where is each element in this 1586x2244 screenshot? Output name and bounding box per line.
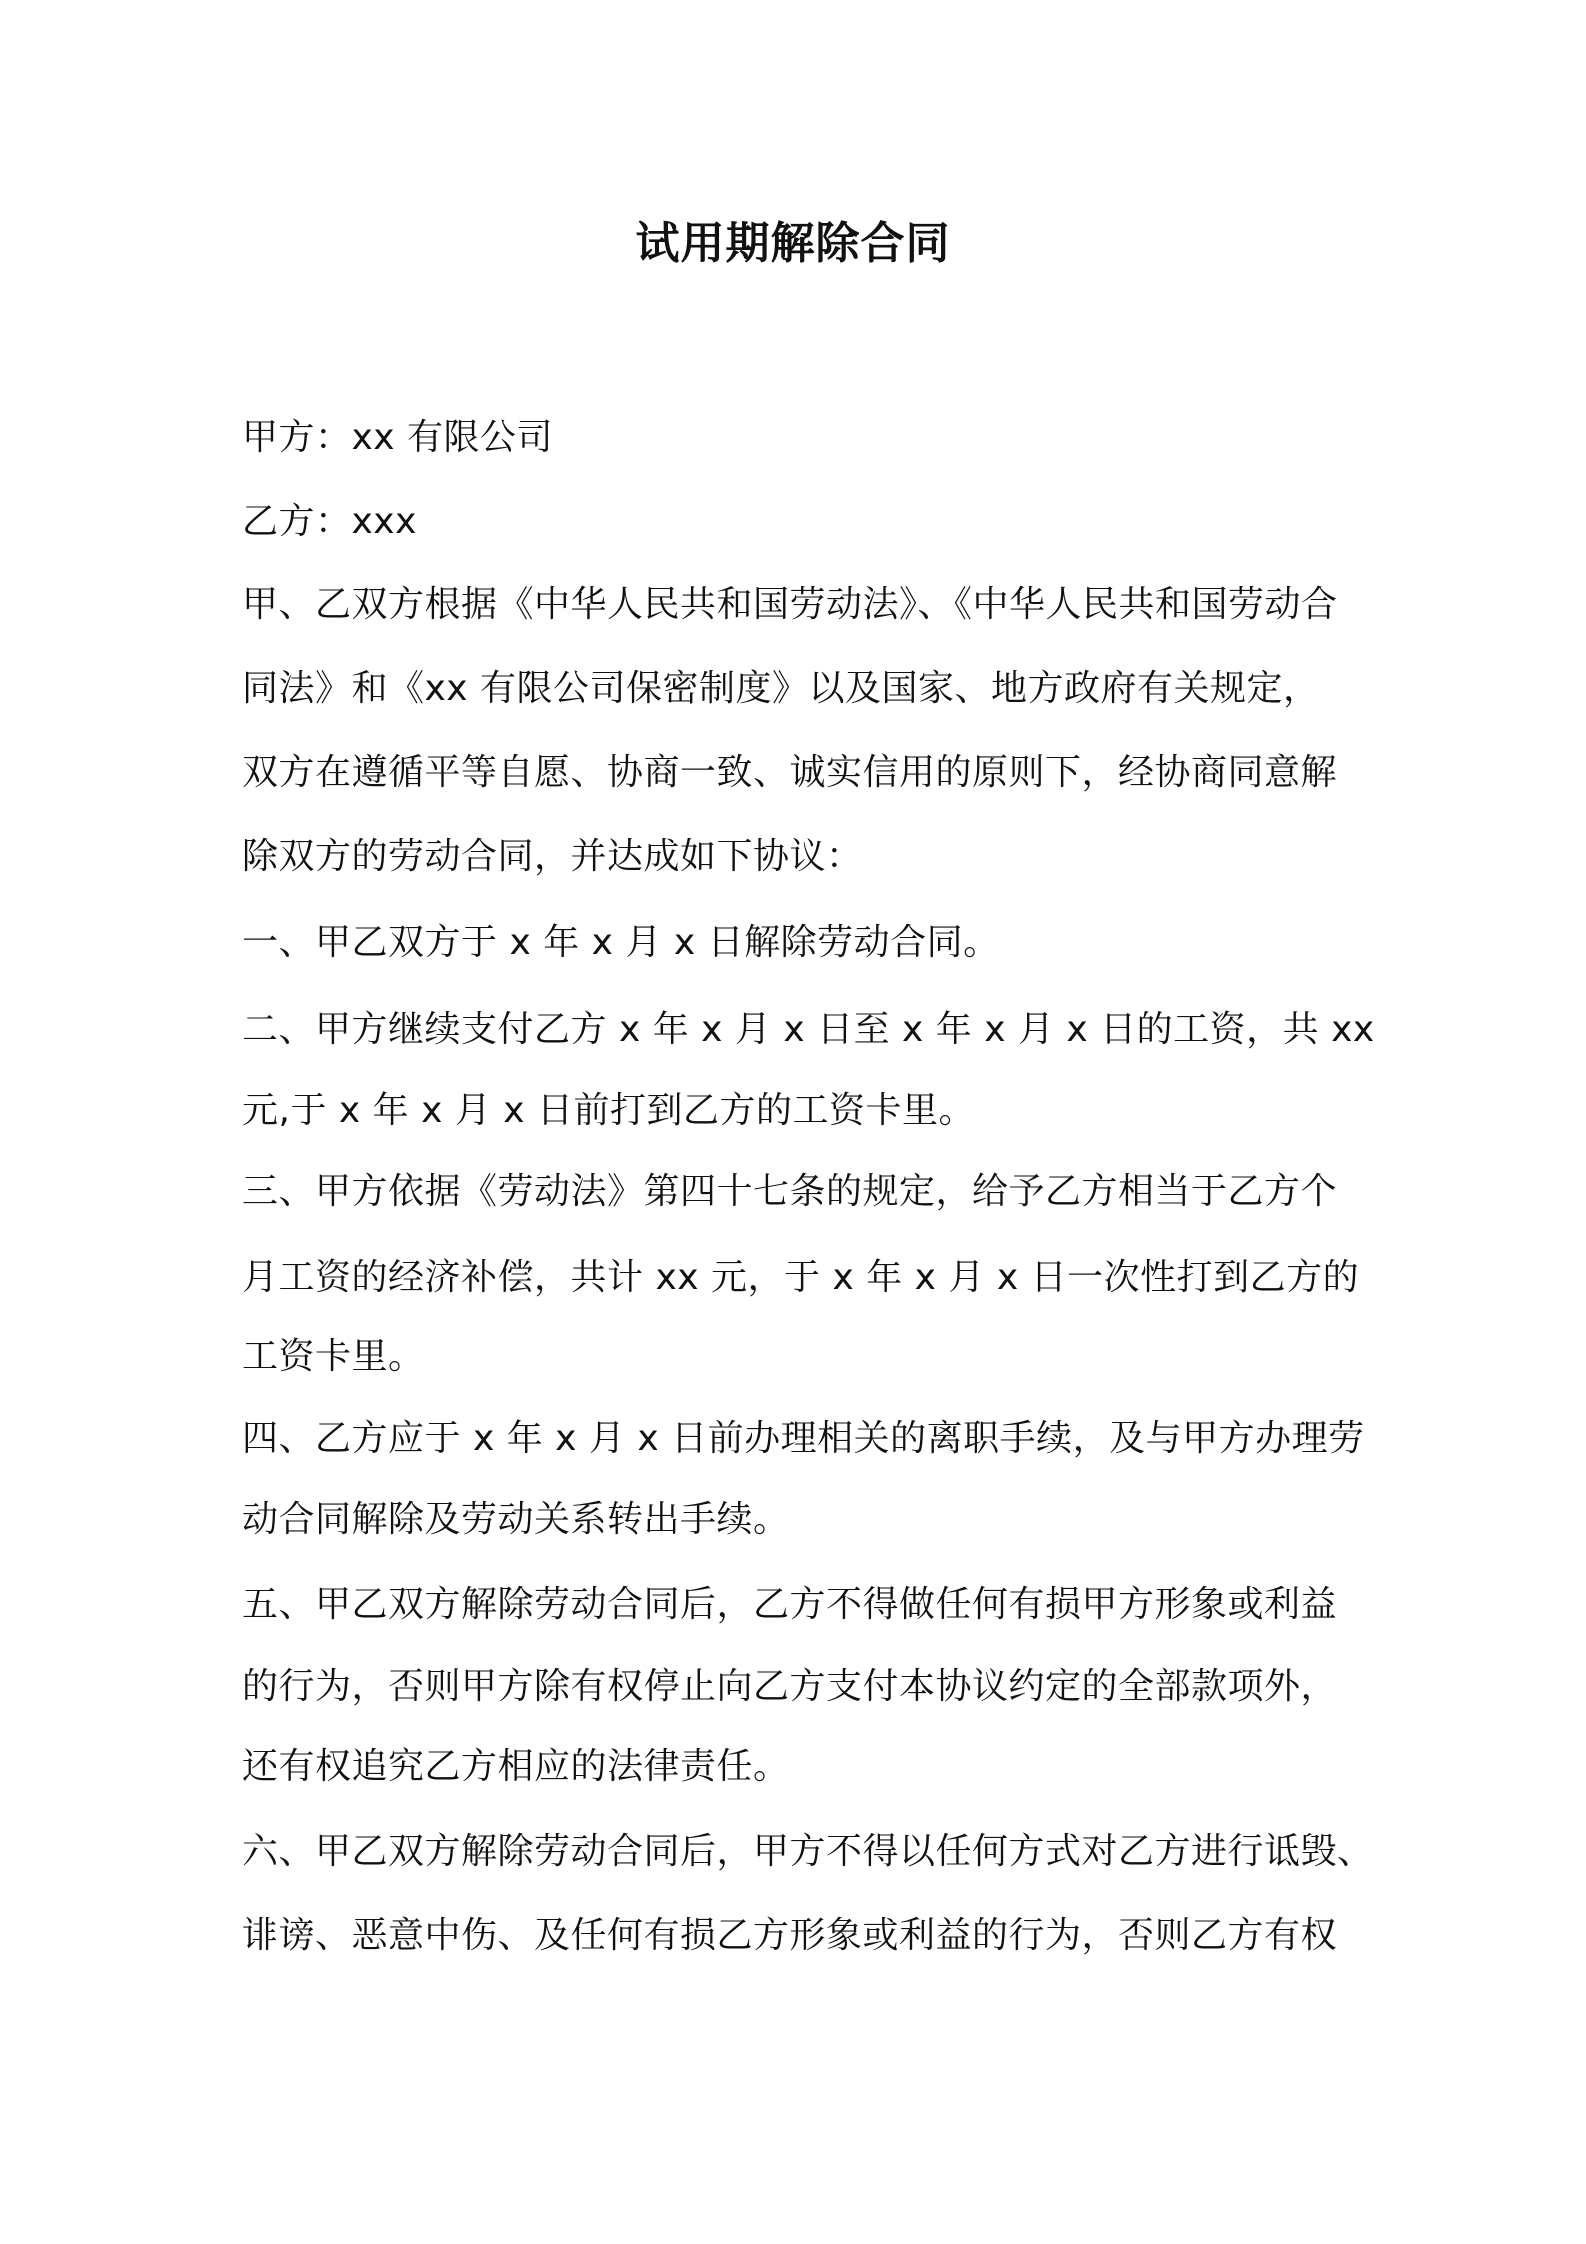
- clause-4-line-2: 动合同解除及劳动关系转出手续。: [242, 1499, 790, 1540]
- preamble-line-4: 除双方的劳动合同，并达成如下协议：: [242, 836, 863, 877]
- clause-5-line-2: 的行为，否则甲方除有权停止向乙方支付本协议约定的全部款项外，: [242, 1666, 1338, 1707]
- clause-5-line-3: 还有权追究乙方相应的法律责任。: [242, 1746, 790, 1787]
- preamble-line-1: 甲、乙双方根据《中华人民共和国劳动法》、《中华人民共和国劳动合: [242, 584, 1338, 625]
- clause-6-line-1: 六、甲乙双方解除劳动合同后，甲方不得以任何方式对乙方进行诋毁、: [242, 1831, 1374, 1872]
- clause-3-line-2: 月工资的经济补偿，共计 xx 元，于 x 年 x 月 x 日一次性打到乙方的: [242, 1257, 1360, 1298]
- clause-2-line-2: 元,于 x 年 x 月 x 日前打到乙方的工资卡里。: [242, 1090, 976, 1131]
- clause-4-line-1: 四、乙方应于 x 年 x 月 x 日前办理相关的离职手续，及与甲方办理劳: [242, 1418, 1365, 1459]
- clause-3-line-3: 工资卡里。: [242, 1336, 425, 1377]
- clause-1-line-1: 一、甲乙双方于 x 年 x 月 x 日解除劳动合同。: [242, 922, 1000, 963]
- preamble-line-2: 同法》和《xx 有限公司保密制度》以及国家、地方政府有关规定，: [242, 668, 1320, 709]
- clause-2-line-1: 二、甲方继续支付乙方 x 年 x 月 x 日至 x 年 x 月 x 日的工资，共 xx: [242, 1009, 1375, 1050]
- party-a-line: 甲方：xx 有限公司: [242, 417, 554, 458]
- document-title: 试用期解除合同: [635, 218, 951, 269]
- party-b-line: 乙方：xxx: [242, 501, 417, 542]
- clause-6-line-2: 诽谤、恶意中伤、及任何有损乙方形象或利益的行为，否则乙方有权: [242, 1915, 1338, 1956]
- preamble-line-3: 双方在遵循平等自愿、协商一致、诚实信用的原则下，经协商同意解: [242, 752, 1338, 793]
- clause-3-line-1: 三、甲方依据《劳动法》第四十七条的规定，给予乙方相当于乙方个: [242, 1171, 1338, 1212]
- clause-5-line-1: 五、甲乙双方解除劳动合同后，乙方不得做任何有损甲方形象或利益: [242, 1584, 1338, 1625]
